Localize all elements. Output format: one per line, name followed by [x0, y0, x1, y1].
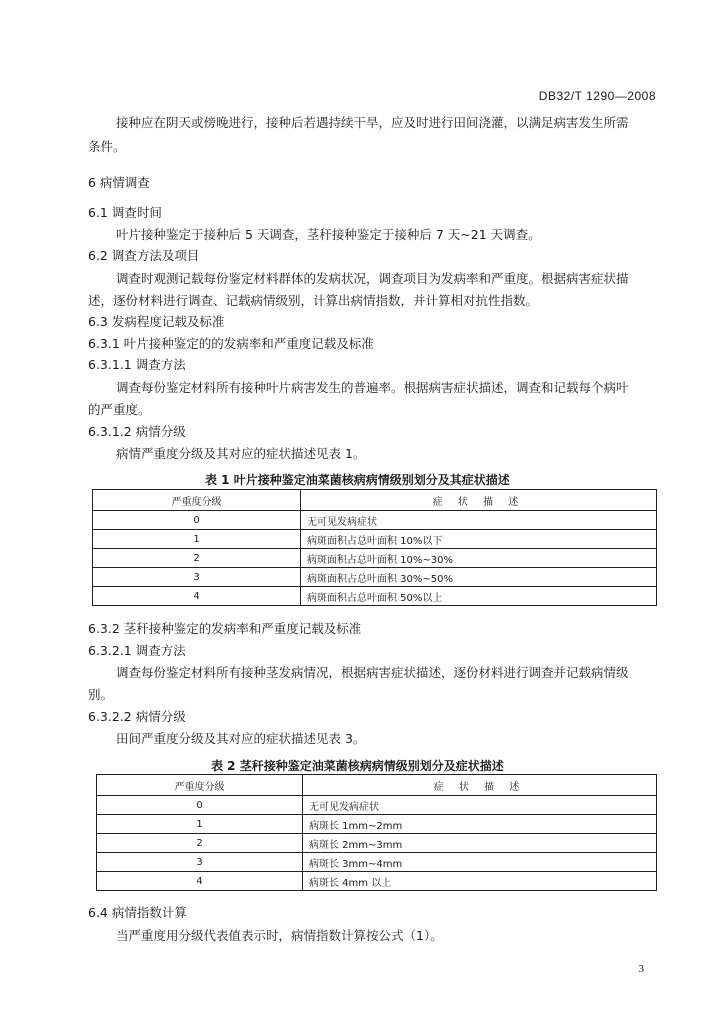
table-cell: 4: [93, 587, 301, 606]
table-cell: 无可见发病症状: [301, 511, 657, 530]
table-cell: 病斑面积占总叶面积 30%~50%: [301, 568, 657, 587]
table-cell: 0: [93, 511, 301, 530]
paragraph-line: 病情严重度分级及其对应的症状描述见表 1。: [116, 446, 366, 461]
standard-code: DB32/T 1290—2008: [538, 89, 656, 103]
section-heading: 6.3.2.1 调查方法: [88, 643, 186, 658]
section-heading: 6.3.2.2 病情分级: [88, 709, 186, 724]
table-cell: 4: [97, 872, 303, 891]
section-heading: 6.2 调查方法及项目: [88, 248, 200, 263]
section-heading: 6.3.2 茎秆接种鉴定的发病率和严重度记载及标准: [88, 621, 362, 636]
section-heading: 6.3 发病程度记载及标准: [88, 314, 225, 329]
table-row: [97, 796, 657, 815]
table-cell: 2: [97, 834, 303, 853]
table-row: [97, 872, 657, 891]
table-cell: 3: [93, 568, 301, 587]
table-cell: 病斑面积占总叶面积 10%以下: [301, 530, 657, 549]
paragraph-line: 接种应在阴天或傍晚进行，接种后若遇持续干旱，应及时进行田间浇灌，以满足病害发生所需: [116, 115, 629, 130]
section-heading: 6.3.1.1 调查方法: [88, 357, 186, 372]
table-header-cell: 严重度分级: [97, 775, 303, 796]
section-heading: 6.4 病情指数计算: [88, 905, 187, 920]
section-heading: 6.3.1 叶片接种鉴定的的发病率和严重度记载及标准: [88, 336, 374, 351]
table-row: [93, 568, 657, 587]
table-1-title: 表 1 叶片接种鉴定油菜菌核病病情级别划分及其症状描述: [205, 473, 510, 487]
table-cell: 2: [93, 549, 301, 568]
paragraph-line: 叶片接种鉴定于接种后 5 天调查，茎秆接种鉴定于接种后 7 天~21 天调查。: [116, 227, 541, 242]
paragraph-line: 调查时观测记载每份鉴定材料群体的发病状况，调查项目为发病率和严重度。根据病害症状描: [116, 271, 629, 286]
paragraph-line: 当严重度用分级代表值表示时，病情指数计算按公式（1）。: [116, 928, 443, 943]
table-header-row: [97, 775, 657, 796]
paragraph-line: 田间严重度分级及其对应的症状描述见表 3。: [116, 731, 366, 746]
paragraph-line: 调查每份鉴定材料所有接种叶片病害发生的普遍率。根据病害症状描述，调查和记载每个病叶: [116, 380, 629, 395]
table-header-row: [93, 490, 657, 511]
table-row: [93, 511, 657, 530]
table-2: [96, 774, 657, 891]
section-heading: 6.3.1.2 病情分级: [88, 424, 186, 439]
table-row: [93, 530, 657, 549]
table-cell: 无可见发病症状: [303, 796, 657, 815]
paragraph-line: 述，逐份材料进行调查、记载病情级别，计算出病情指数，并计算相对抗性指数。: [88, 293, 539, 308]
section-heading: 6 病情调查: [88, 175, 150, 190]
paragraph-line: 的严重度。: [88, 402, 151, 417]
paragraph-line: 条件。: [88, 139, 126, 154]
table-cell: 病斑长 4mm 以上: [303, 872, 657, 891]
paragraph-line: 别。: [88, 687, 114, 702]
table-header-cell: 症 状 描 述: [301, 490, 657, 511]
table-cell: 病斑面积占总叶面积 10%~30%: [301, 549, 657, 568]
table-header-cell: 症 状 描 述: [303, 775, 657, 796]
table-cell: 病斑长 2mm~3mm: [303, 834, 657, 853]
table-row: [97, 834, 657, 853]
table-row: [97, 853, 657, 872]
table-cell: 病斑长 1mm~2mm: [303, 815, 657, 834]
table-cell: 0: [97, 796, 303, 815]
table-cell: 病斑长 3mm~4mm: [303, 853, 657, 872]
table-row: [93, 549, 657, 568]
table-row: [93, 587, 657, 606]
table-cell: 1: [97, 815, 303, 834]
table-2-title: 表 2 茎秆接种鉴定油菜菌核病病情级别划分及症状描述: [211, 759, 504, 773]
page-number: 3: [638, 963, 644, 975]
paragraph-line: 调查每份鉴定材料所有接种茎发病情况，根据病害症状描述，逐份材料进行调查并记载病情级: [116, 665, 629, 680]
table-cell: 3: [97, 853, 303, 872]
table-cell: 病斑面积占总叶面积 50%以上: [301, 587, 657, 606]
table-row: [97, 815, 657, 834]
table-cell: 1: [93, 530, 301, 549]
table-header-cell: 严重度分级: [93, 490, 301, 511]
section-heading: 6.1 调查时间: [88, 205, 162, 220]
table-1: [92, 489, 657, 606]
